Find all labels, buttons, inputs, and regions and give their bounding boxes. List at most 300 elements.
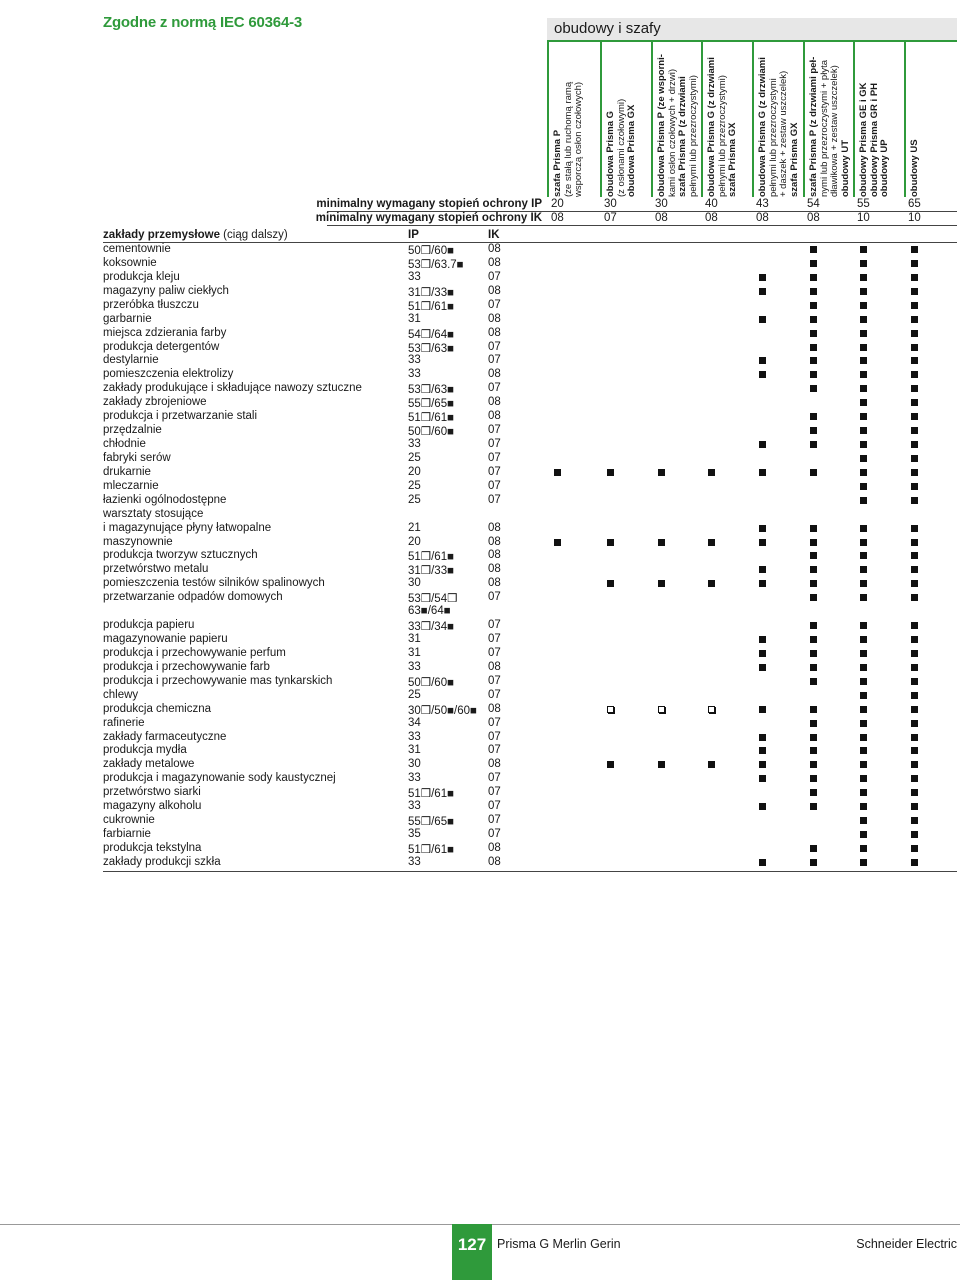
suitable-marker <box>911 302 918 309</box>
suitable-marker <box>911 734 918 741</box>
suitable-marker <box>911 274 918 281</box>
suitable-marker <box>911 594 918 601</box>
table-row <box>103 744 957 758</box>
suitable-marker <box>911 344 918 351</box>
suitable-marker <box>810 706 817 713</box>
suitable-marker <box>860 859 867 866</box>
suitable-marker <box>911 399 918 406</box>
ik-value: 08 <box>488 855 501 868</box>
column-header-line: kami osłon czołowych + drzwi) <box>666 68 678 197</box>
environment-name: fabryki serów <box>103 451 171 464</box>
suitable-marker <box>860 622 867 629</box>
suitable-marker <box>911 580 918 587</box>
ip-value: 31 <box>408 312 421 325</box>
ik-value: 07 <box>488 438 501 451</box>
table-row <box>103 814 957 828</box>
suitable-marker <box>860 775 867 782</box>
suitable-marker <box>911 706 918 713</box>
suitable-marker <box>759 650 766 657</box>
environment-name: produkcja i przechowywanie mas tynkarskich <box>103 674 333 687</box>
suitable-marker <box>911 455 918 462</box>
environment-name: pomieszczenia testów silników spalinowych <box>103 577 325 590</box>
page-number: 127 <box>452 1224 492 1280</box>
suitable-marker <box>759 288 766 295</box>
suitable-marker <box>860 455 867 462</box>
suitable-marker <box>759 316 766 323</box>
ik-value: 08 <box>488 841 501 854</box>
ik-value: 07 <box>488 270 501 283</box>
suitable-marker <box>860 761 867 768</box>
column-header-line: obudowy Prisma GE i GK <box>858 82 869 197</box>
ip-value: 33 <box>408 855 421 868</box>
table-row <box>103 452 957 466</box>
ik-value: 08 <box>488 535 501 548</box>
suitable-marker <box>860 636 867 643</box>
ik-value: 08 <box>488 326 501 339</box>
ip-value: 33 <box>408 438 421 451</box>
ik-value: 07 <box>488 354 501 367</box>
ip-value: 51❒/61■ <box>408 788 455 801</box>
suitable-marker <box>810 664 817 671</box>
suitable-marker <box>708 761 715 768</box>
suitable-marker <box>759 525 766 532</box>
suitable-marker <box>810 734 817 741</box>
suitable-marker <box>911 622 918 629</box>
table-row <box>103 661 957 675</box>
ik-value: 07 <box>488 382 501 395</box>
table-row <box>103 354 957 368</box>
suitable-marker <box>860 650 867 657</box>
suitable-marker <box>860 302 867 309</box>
table-row <box>103 466 957 480</box>
ik-value: 07 <box>488 646 501 659</box>
suitable-marker <box>810 789 817 796</box>
suitable-marker <box>759 539 766 546</box>
column-header-line: pełnymi lub przezroczystymi <box>767 78 779 197</box>
suitable-marker <box>911 845 918 852</box>
table-row <box>103 522 957 536</box>
column-header-line: wsporczą osłon czołowych) <box>573 81 584 197</box>
environment-name: cukrownie <box>103 814 155 827</box>
ik-requirement-value: 10 <box>908 212 921 224</box>
suitable-marker <box>860 734 867 741</box>
table-row <box>103 494 957 508</box>
table-row <box>103 591 957 605</box>
table-row <box>103 758 957 772</box>
ik-value: 08 <box>488 256 501 269</box>
suitable-marker <box>810 371 817 378</box>
ik-value: 07 <box>488 591 501 604</box>
ik-value: 08 <box>488 660 501 673</box>
ip-value: 33❒/34■ <box>408 621 455 634</box>
ip-value: 33 <box>408 270 421 283</box>
suitable-marker <box>911 525 918 532</box>
ik-value: 07 <box>488 340 501 353</box>
suitable-marker <box>860 497 867 504</box>
ip-value: 31❒/33■ <box>408 565 455 578</box>
suitable-marker <box>911 552 918 559</box>
suitable-marker <box>810 525 817 532</box>
suitable-marker <box>911 817 918 824</box>
suitable-marker <box>860 539 867 546</box>
suitable-marker <box>759 803 766 810</box>
suitable-marker <box>911 761 918 768</box>
table-row <box>103 842 957 856</box>
column-header-line: obudowa Prisma G (z drzwiami <box>757 57 768 197</box>
suitable-marker <box>708 539 715 546</box>
suitable-marker <box>810 302 817 309</box>
environment-name: zakłady produkcji szkła <box>103 855 221 868</box>
table-row <box>103 480 957 494</box>
suitable-marker <box>759 566 766 573</box>
ip-requirement-label: minimalny wymagany stopień ochrony IP <box>316 198 542 210</box>
table-bottom-rule <box>103 871 957 872</box>
suitable-marker <box>810 344 817 351</box>
environment-name: magazyny paliw ciekłych <box>103 284 229 297</box>
ik-value: 07 <box>488 688 501 701</box>
column-header-line: pełnymi lub przezroczystymi) <box>716 75 728 197</box>
ip-value: 53❒/54❒ <box>408 593 458 606</box>
ip-requirement-value: 43 <box>756 198 769 210</box>
suitable-marker <box>860 344 867 351</box>
environment-name: pomieszczenia elektrolizy <box>103 368 234 381</box>
environment-name: produkcja chemiczna <box>103 702 212 715</box>
column-header-line: pełnymi lub przezroczystymi) <box>687 75 699 197</box>
suitable-marker <box>911 775 918 782</box>
suitable-marker <box>810 720 817 727</box>
column-separator <box>904 40 906 197</box>
suitable-marker <box>810 469 817 476</box>
suitable-marker <box>810 246 817 253</box>
table-row <box>103 689 957 703</box>
ik-value: 08 <box>488 521 501 534</box>
ip-value: 31 <box>408 646 421 659</box>
suitable-marker <box>860 399 867 406</box>
suitable-marker <box>911 692 918 699</box>
table-row <box>103 786 957 800</box>
table-row <box>103 703 957 717</box>
environment-name: produkcja kleju <box>103 270 180 283</box>
ik-column-header: IK <box>488 229 500 241</box>
suitable-marker <box>911 789 918 796</box>
environment-name: mleczarnie <box>103 479 159 492</box>
suitable-marker <box>911 539 918 546</box>
ik-value: 07 <box>488 451 501 464</box>
suitable-marker <box>759 469 766 476</box>
ip-value: 55❒/65■ <box>408 398 455 411</box>
ip-value: 21 <box>408 521 421 534</box>
suitable-marker <box>708 580 715 587</box>
column-header-line: obudowy US <box>909 139 920 197</box>
ip-value: 51❒/61■ <box>408 412 455 425</box>
suitable-marker <box>607 539 614 546</box>
suitable-marker <box>810 622 817 629</box>
ip-value: 20 <box>408 535 421 548</box>
ip-value: 25 <box>408 493 421 506</box>
table-row <box>103 549 957 563</box>
ip-requirement-value: 65 <box>908 198 921 210</box>
ik-value: 08 <box>488 368 501 381</box>
suitable-marker <box>911 678 918 685</box>
suitable-marker <box>860 803 867 810</box>
ip-requirement-value: 20 <box>551 198 564 210</box>
column-header-line: + daszek + zestaw uszczelek) <box>778 70 789 197</box>
column-header-line: (ze stałą lub ruchomą ramą <box>562 81 574 197</box>
table-row <box>103 313 957 327</box>
environment-name: farbiarnie <box>103 828 151 841</box>
suitable-marker <box>810 316 817 323</box>
ik-requirement-value: 08 <box>551 212 564 224</box>
suitable-marker <box>860 692 867 699</box>
suitable-marker <box>860 357 867 364</box>
table-row <box>103 341 957 355</box>
ip-value: 33 <box>408 368 421 381</box>
ik-value: 08 <box>488 396 501 409</box>
suitable-marker <box>759 747 766 754</box>
suitable-marker <box>759 859 766 866</box>
column-separator <box>600 40 602 197</box>
suitable-marker <box>860 594 867 601</box>
environment-name: produkcja i przechowywanie perfum <box>103 646 286 659</box>
suitable-marker <box>759 580 766 587</box>
suitable-marker <box>860 469 867 476</box>
table-row <box>103 772 957 786</box>
environment-name: magazyny alkoholu <box>103 800 202 813</box>
ik-value: 07 <box>488 730 501 743</box>
environment-name: zakłady zbrojeniowe <box>103 396 207 409</box>
ik-requirement-label: minimalny wymagany stopień ochrony IK <box>315 212 542 224</box>
ip-requirement-value: 40 <box>705 198 718 210</box>
column-header-line: obudowa Prisma P (ze wsporni- <box>656 54 667 197</box>
ik-value: 07 <box>488 744 501 757</box>
ip-value: 33 <box>408 772 421 785</box>
suitable-marker <box>860 525 867 532</box>
group-title: obudowy i szafy <box>547 18 957 40</box>
suitable-marker <box>810 747 817 754</box>
suitable-marker <box>554 469 561 476</box>
suitable-marker <box>911 330 918 337</box>
environment-name: przetwarzanie odpadów domowych <box>103 591 283 604</box>
suitable-marker <box>860 747 867 754</box>
suitable-marker <box>810 678 817 685</box>
table-row <box>103 828 957 842</box>
environment-name: produkcja i magazynowanie sody kaustycznej <box>103 772 336 785</box>
suitable-marker <box>911 664 918 671</box>
page-title: Zgodne z normą IEC 60364-3 <box>103 14 303 31</box>
suitable-marker <box>708 469 715 476</box>
suitable-marker <box>607 761 614 768</box>
column-header-line: szafa Prisma P (z drzwiami peł- <box>808 56 819 197</box>
environment-name: zakłady produkujące i składujące nawozy sztuczne <box>103 382 362 395</box>
column-separator <box>853 40 855 197</box>
column-header-line: dławikowa + zestaw uszczelek) <box>829 65 840 197</box>
column-header-line: obudowa Prisma G <box>605 110 616 197</box>
ip-value: 53❒/63■ <box>408 384 455 397</box>
ik-requirement-value: 08 <box>655 212 668 224</box>
environment-name: przędzalnie <box>103 424 162 437</box>
ik-value: 07 <box>488 800 501 813</box>
suitable-marker <box>810 566 817 573</box>
table-row <box>103 327 957 341</box>
column-header-2 <box>606 47 638 197</box>
ik-requirement-value: 07 <box>604 212 617 224</box>
ik-requirement-value: 08 <box>705 212 718 224</box>
ip-value: 53❒/63.7■ <box>408 258 464 271</box>
column-separator <box>547 40 549 197</box>
ip-value: 35 <box>408 828 421 841</box>
ip-value: 51❒/61■ <box>408 300 455 313</box>
ip-value: 51❒/61■ <box>408 551 455 564</box>
suitable-marker <box>810 803 817 810</box>
environment-name: warsztaty stosujące <box>103 507 204 520</box>
ik-value: 07 <box>488 828 501 841</box>
ip-value: 33 <box>408 354 421 367</box>
suitable-marker <box>554 539 561 546</box>
column-header-8 <box>910 47 921 197</box>
ip-value: 53❒/63■ <box>408 342 455 355</box>
suitable-marker <box>860 427 867 434</box>
environment-name: produkcja tworzyw sztucznych <box>103 549 258 562</box>
ip-value: 25 <box>408 479 421 492</box>
suitable-marker <box>860 789 867 796</box>
environment-name: produkcja mydła <box>103 744 187 757</box>
environment-name: przeróbka tłuszczu <box>103 298 199 311</box>
suitable-marker <box>810 357 817 364</box>
suitable-marker <box>860 246 867 253</box>
ik-value: 08 <box>488 410 501 423</box>
environment-name: garbarnie <box>103 312 152 325</box>
suitable-marker <box>911 441 918 448</box>
suitable-marker <box>759 775 766 782</box>
suitable-marker <box>911 650 918 657</box>
ip-value: 31❒/33■ <box>408 286 455 299</box>
table-row <box>103 731 957 745</box>
suitable-marker <box>759 357 766 364</box>
suitable-marker <box>759 441 766 448</box>
ip-value: 50❒/60■ <box>408 426 455 439</box>
environment-name: miejsca zdzierania farby <box>103 326 227 339</box>
ip-requirement-value: 55 <box>857 198 870 210</box>
suitable-marker <box>860 274 867 281</box>
suitable-marker <box>911 831 918 838</box>
ik-value: 08 <box>488 702 501 715</box>
suitable-marker <box>911 497 918 504</box>
suitable-marker <box>810 552 817 559</box>
footer-product: Prisma G Merlin Gerin <box>497 1237 621 1251</box>
ip-value: 30 <box>408 758 421 771</box>
suitable-marker <box>810 427 817 434</box>
suitable-marker <box>759 636 766 643</box>
environment-name: zakłady farmaceutyczne <box>103 730 227 743</box>
suitable-marker <box>860 483 867 490</box>
environment-name: przetwórstwo siarki <box>103 786 201 799</box>
ik-value: 08 <box>488 549 501 562</box>
suitable-marker <box>860 817 867 824</box>
suitable-marker <box>911 371 918 378</box>
column-header-line: (z osłonami czołowymi) <box>615 98 627 197</box>
suitable-marker <box>810 636 817 643</box>
suitable-with-conditions-marker <box>607 706 614 713</box>
suitable-marker <box>810 775 817 782</box>
table-row <box>103 619 957 633</box>
suitable-marker <box>810 580 817 587</box>
ip-requirement-value: 30 <box>655 198 668 210</box>
suitable-marker <box>759 371 766 378</box>
ik-value: 08 <box>488 758 501 771</box>
column-header-5 <box>758 47 800 197</box>
suitable-marker <box>810 274 817 281</box>
ik-value: 07 <box>488 633 501 646</box>
table-row <box>103 508 957 522</box>
suitable-marker <box>860 552 867 559</box>
suitable-with-conditions-marker <box>708 706 715 713</box>
table-row <box>103 424 957 438</box>
environment-name: magazynowanie papieru <box>103 633 228 646</box>
suitable-marker <box>658 539 665 546</box>
ik-value: 07 <box>488 786 501 799</box>
ik-value: 07 <box>488 619 501 632</box>
ik-value: 08 <box>488 243 501 255</box>
ik-value: 08 <box>488 577 501 590</box>
column-header-6 <box>809 47 851 197</box>
column-header-line: obudowa Prisma GX <box>626 104 637 197</box>
ik-value: 07 <box>488 814 501 827</box>
suitable-marker <box>911 566 918 573</box>
table-row <box>103 563 957 577</box>
table-row <box>103 633 957 647</box>
table-row <box>103 856 957 870</box>
ik-value: 07 <box>488 674 501 687</box>
suitable-marker <box>759 734 766 741</box>
suitable-marker <box>860 580 867 587</box>
suitable-marker <box>759 706 766 713</box>
ip-value: 30 <box>408 577 421 590</box>
environment-name: przetwórstwo metalu <box>103 563 209 576</box>
suitable-marker <box>810 441 817 448</box>
ik-value: 07 <box>488 465 501 478</box>
ik-value: 07 <box>488 479 501 492</box>
suitable-marker <box>860 720 867 727</box>
suitable-marker <box>911 469 918 476</box>
table-row <box>103 285 957 299</box>
suitable-marker <box>860 316 867 323</box>
column-header-1 <box>553 47 585 197</box>
suitable-marker <box>860 288 867 295</box>
ik-value: 07 <box>488 424 501 437</box>
environment-name: maszynownie <box>103 535 173 548</box>
suitable-marker <box>860 831 867 838</box>
ip-value: 31 <box>408 744 421 757</box>
ik-value: 07 <box>488 493 501 506</box>
ip-value: 51❒/61■ <box>408 843 455 856</box>
column-header-line: nymi lub przezroczystymi + płyta <box>818 60 830 197</box>
suitable-marker <box>810 288 817 295</box>
ik-value: 07 <box>488 772 501 785</box>
ip-value: 54❒/64■ <box>408 328 455 341</box>
table-row <box>103 605 957 619</box>
suitable-marker <box>860 260 867 267</box>
column-separator <box>651 40 653 197</box>
ip-value: 33 <box>408 660 421 673</box>
environment-name: łazienki ogólnodostępne <box>103 493 227 506</box>
ip-value: 55❒/65■ <box>408 816 455 829</box>
suitable-marker <box>911 385 918 392</box>
table-row <box>103 396 957 410</box>
suitable-marker <box>860 845 867 852</box>
suitable-marker <box>810 260 817 267</box>
suitable-marker <box>860 678 867 685</box>
divider <box>327 225 957 226</box>
